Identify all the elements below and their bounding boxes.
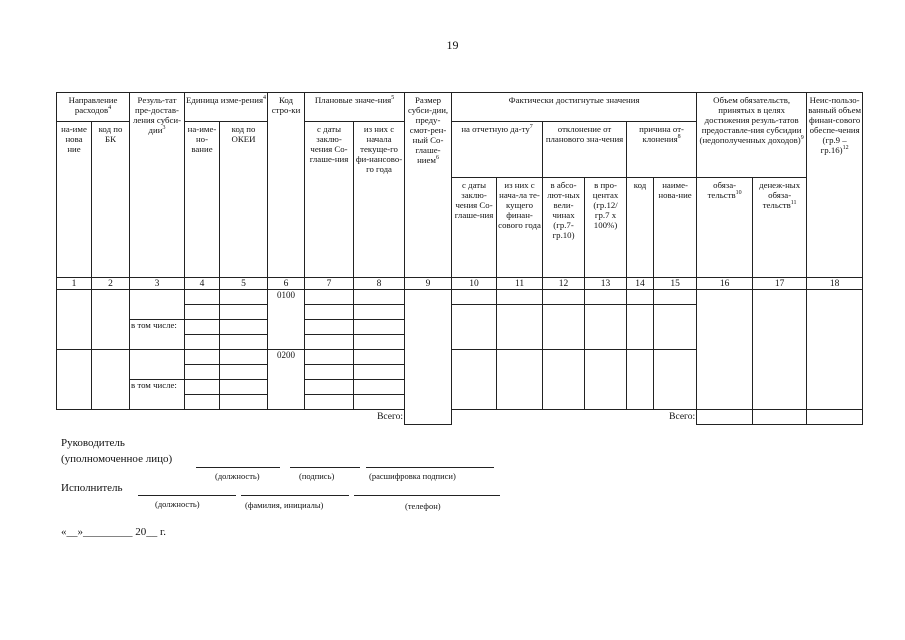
row-code: 0100 <box>268 290 305 350</box>
data-cell[interactable] <box>185 395 220 410</box>
header-ed-naim: на-име-но-вание <box>185 122 220 278</box>
signature-line[interactable] <box>241 495 349 496</box>
data-cell[interactable] <box>220 365 268 380</box>
data-cell[interactable] <box>354 305 405 320</box>
col-number: 6 <box>268 278 305 290</box>
signature-line[interactable] <box>366 467 494 468</box>
data-cell[interactable] <box>305 395 354 410</box>
data-cell[interactable] <box>405 290 452 425</box>
data-cell[interactable] <box>354 365 405 380</box>
header-obem: Объем обязательств, принятых в целях достижения резуль-татов предоставле-ния субсидии (недополученных доходов)$^9$ <box>697 93 807 178</box>
fio-caption: (фамилия, инициалы) <box>245 500 324 510</box>
data-cell[interactable] <box>305 290 354 305</box>
header-ed-okei: код по ОКЕИ <box>220 122 268 278</box>
col-number: 2 <box>92 278 130 290</box>
v-tom-chisle-label: в том числе: <box>130 380 185 410</box>
podpis-caption: (подпись) <box>299 471 335 481</box>
data-cell[interactable] <box>585 290 627 305</box>
total-cell[interactable] <box>807 410 863 425</box>
header-edinica: Единица изме-рения$^4$ <box>185 93 268 122</box>
page-number: 19 <box>446 38 459 52</box>
header-kod: код <box>627 178 654 278</box>
header-kod-stroki: Код стро-ки <box>268 93 305 278</box>
data-cell[interactable] <box>57 350 92 410</box>
data-cell[interactable] <box>185 290 220 305</box>
column-numbers-row <box>57 278 863 290</box>
v-tom-chisle-label: в том числе: <box>130 320 185 350</box>
col-number: 13 <box>585 278 627 290</box>
dolzhnost-caption: (должность) <box>215 471 260 481</box>
header-plan-s-daty: с даты заклю-чения Со-глаше-ния <box>305 122 354 278</box>
data-cell[interactable] <box>220 380 268 395</box>
data-cell[interactable] <box>654 350 697 410</box>
dolzhnost2-caption: (должность) <box>155 499 200 509</box>
header-fakt-iz-nih: из них с нача-ла те-кущего финан-сового года <box>497 178 543 278</box>
signature-line[interactable] <box>196 467 280 468</box>
col-number: 18 <box>807 278 863 290</box>
vsego-label: Всего: <box>377 412 404 423</box>
data-cell[interactable] <box>305 320 354 335</box>
header-napravlenie: Направление расходов$^4$ <box>57 93 130 122</box>
header-v-proc: в про-центах (гр.12/ гр.7 х 100%) <box>585 178 627 278</box>
col-number: 12 <box>543 278 585 290</box>
col-number: 15 <box>654 278 697 290</box>
header-otklonenie: отклонение от планового зна-чения <box>543 122 627 178</box>
header-denezh: денеж-ных обяза-тельств$^{11}$ <box>753 178 807 278</box>
data-cell[interactable] <box>627 350 654 410</box>
data-cell[interactable] <box>543 290 585 305</box>
signature-line[interactable] <box>290 467 360 468</box>
data-cell[interactable] <box>220 350 268 365</box>
data-cell[interactable] <box>354 290 405 305</box>
date-line: «__»_________ 20__ г. <box>61 526 167 538</box>
ispolnitel-label: Исполнитель <box>61 482 123 494</box>
data-cell[interactable] <box>305 305 354 320</box>
data-cell[interactable] <box>807 290 863 410</box>
total-row <box>57 410 863 425</box>
header-v-abs: в абсо-лют-ных вели-чинах (гр.7-гр.10) <box>543 178 585 278</box>
data-cell[interactable] <box>452 305 497 350</box>
header-neisp: Неис-пользо-ванный объем финан-сового обеспе-чения (гр.9 – гр.16)$^{12}$ <box>807 93 863 278</box>
total-cell[interactable] <box>697 410 753 425</box>
col-number: 9 <box>405 278 452 290</box>
data-cell[interactable] <box>697 290 753 410</box>
data-cell[interactable] <box>220 395 268 410</box>
col-number: 3 <box>130 278 185 290</box>
data-cell[interactable] <box>497 350 543 410</box>
signature-line[interactable] <box>138 495 236 496</box>
header-kod-bk: код по БК <box>92 122 130 278</box>
col-number: 16 <box>697 278 753 290</box>
table-row <box>57 290 863 305</box>
data-cell[interactable] <box>185 350 220 365</box>
header-rezultat: Резуль-тат пре-достав-ления субси-дии$^3$ <box>130 93 185 278</box>
rasshifrovka-caption: (расшифровка подписи) <box>369 471 456 481</box>
data-cell[interactable] <box>452 290 497 305</box>
data-cell[interactable] <box>543 305 585 350</box>
data-cell[interactable] <box>130 290 185 320</box>
data-cell[interactable] <box>185 335 220 350</box>
data-cell[interactable] <box>220 335 268 350</box>
col-number: 4 <box>185 278 220 290</box>
col-number: 5 <box>220 278 268 290</box>
data-cell[interactable] <box>92 350 130 410</box>
vsego-label: Всего: <box>669 412 696 423</box>
rukovoditel-label: Руководитель <box>61 437 125 449</box>
col-number: 8 <box>354 278 405 290</box>
col-number: 11 <box>497 278 543 290</box>
header-na-otchetnuyu: на отчетную $да-ту^7$ <box>452 122 543 178</box>
data-cell[interactable] <box>305 380 354 395</box>
data-cell[interactable] <box>753 290 807 410</box>
data-cell[interactable] <box>627 305 654 350</box>
header-naimenovanie: наиме-нова-ние <box>654 178 697 278</box>
data-cell[interactable] <box>130 350 185 380</box>
header-razmer: Размер субси-дии, преду-смот-рен-ный Со-глаше-нием$^6$ <box>405 93 452 278</box>
header-fakt-s-daty: с даты заклю-чения Со-глаше-ния <box>452 178 497 278</box>
data-cell[interactable] <box>354 320 405 335</box>
data-cell[interactable] <box>452 350 497 410</box>
data-cell[interactable] <box>305 335 354 350</box>
header-prichina: причина от-клонения$^8$ <box>627 122 697 178</box>
report-table <box>56 92 863 425</box>
data-cell[interactable] <box>585 305 627 350</box>
row-code: 0200 <box>268 350 305 410</box>
header-planovye: Плановые значе-ния$^5$ <box>305 93 405 122</box>
data-cell[interactable] <box>305 365 354 380</box>
telefon-caption: (телефон) <box>405 501 441 511</box>
header-naim: на-име нова ние <box>57 122 92 278</box>
data-cell[interactable] <box>185 365 220 380</box>
data-cell[interactable] <box>497 305 543 350</box>
data-cell[interactable] <box>57 290 92 350</box>
data-cell[interactable] <box>220 290 268 305</box>
data-cell[interactable] <box>543 350 585 410</box>
data-cell[interactable] <box>220 320 268 335</box>
upolnomochennoe-label: (уполномоченное лицо) <box>61 453 173 465</box>
data-cell[interactable] <box>92 290 130 350</box>
data-cell[interactable] <box>185 380 220 395</box>
data-cell[interactable] <box>654 305 697 350</box>
col-number: 1 <box>57 278 92 290</box>
header-obyaz: обяза-тельств$^{10}$ <box>697 178 753 278</box>
header-plan-iz-nih: из них с начала текуще-го фи-нансово-го года <box>354 122 405 278</box>
data-cell[interactable] <box>585 350 627 410</box>
data-cell[interactable] <box>305 350 354 365</box>
header-fakt: Фактически достигнутые значения <box>452 93 697 122</box>
data-cell[interactable] <box>185 305 220 320</box>
data-cell[interactable] <box>220 305 268 320</box>
signature-line[interactable] <box>354 495 500 496</box>
col-number: 17 <box>753 278 807 290</box>
data-cell[interactable] <box>654 290 697 305</box>
data-cell[interactable] <box>354 380 405 395</box>
data-cell[interactable] <box>497 290 543 305</box>
col-number: 14 <box>627 278 654 290</box>
data-cell[interactable] <box>354 350 405 365</box>
data-cell[interactable] <box>354 335 405 350</box>
col-number: 7 <box>305 278 354 290</box>
col-number: 10 <box>452 278 497 290</box>
total-cell[interactable] <box>753 410 807 425</box>
data-cell[interactable] <box>354 395 405 410</box>
data-cell[interactable] <box>627 290 654 305</box>
data-cell[interactable] <box>185 320 220 335</box>
